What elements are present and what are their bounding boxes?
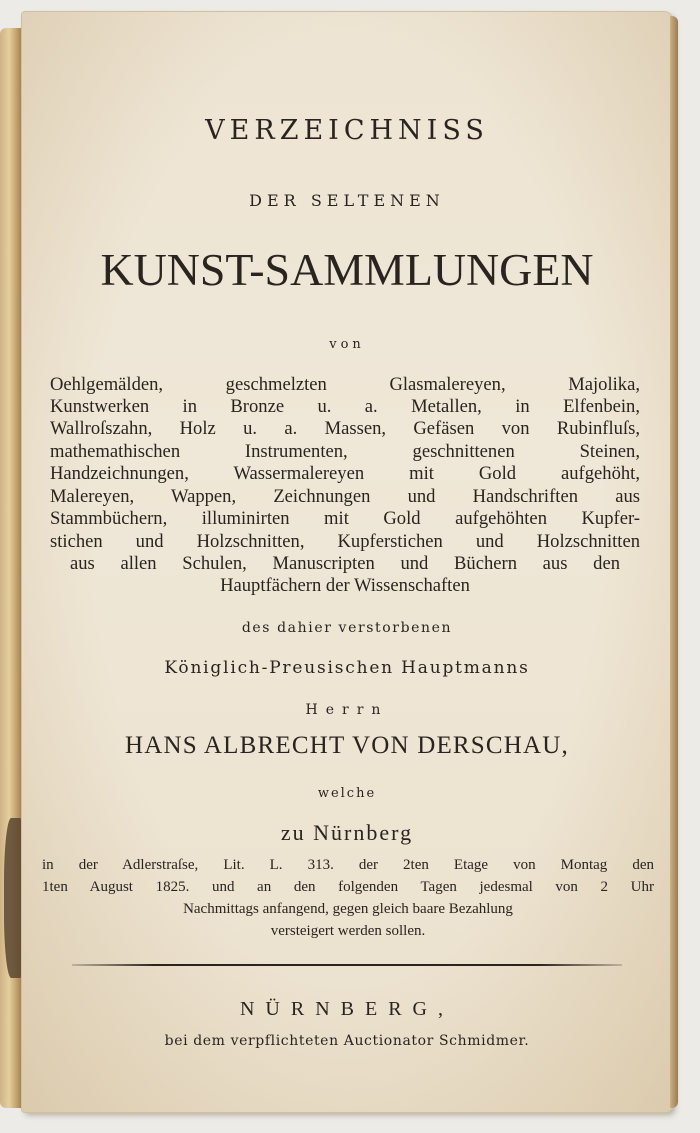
rank-line: Königlich-Preusischen Hauptmanns [164, 658, 530, 678]
description-line: Stammbüchern, illuminirten mit Gold aufgehöhten Kupfer- [50, 508, 640, 529]
description-line: aus allen Schulen, Manuscripten und Büchern aus den [70, 553, 620, 574]
binding-tear [4, 818, 22, 978]
collector-name: HANS ALBRECHT VON DERSCHAU, [124, 732, 570, 759]
main-title: KUNST-SAMMLUNGEN [100, 245, 594, 295]
place-line: NÜRNBERG, [239, 998, 454, 1020]
title-page [22, 12, 672, 1112]
description-line: Malereyen, Wappen, Zeichnungen und Handschriften aus [50, 486, 640, 507]
welche-line: welche [317, 786, 377, 801]
publisher-line: bei dem verpflichteten Auctionator Schmidmer. [164, 1033, 530, 1049]
description-line: Handzeichnungen, Wassermalereyen mit Gold aufgehöht, [50, 463, 640, 484]
description-line: Wallroſszahn, Holz u. a. Massen, Gefäsen von Rubinfluſs, [50, 418, 640, 439]
page-edge [670, 16, 678, 1108]
location-line: Nachmittags anfangend, gegen gleich baare Bezahlung [183, 901, 513, 917]
heading: VERZEICHNISS [205, 115, 489, 146]
subheading: DER SELTENEN [249, 191, 445, 210]
description-line: Oehlgemälden, geschmelzten Glasmalereyen, Majolika, [50, 374, 640, 395]
description-line: Kunstwerken in Bronze u. a. Metallen, in Elfenbein, [50, 396, 640, 417]
description-line: Hauptfächern der Wissenschaften [220, 575, 470, 596]
des-line: des dahier verstorbenen [241, 620, 453, 636]
location-line: in der Adlerstraſse, Lit. L. 313. der 2ten Etage von Montag den [42, 857, 654, 873]
herrn-line: Herrn [305, 702, 389, 718]
location-line: 1ten August 1825. und an den folgenden Tagen jedesmal von 2 Uhr [42, 879, 654, 895]
von-line: von [329, 337, 365, 352]
zu-nuernberg-line: zu Nürnberg [280, 820, 414, 845]
location-line: versteigert werden sollen. [270, 923, 426, 939]
divider-rule [72, 964, 622, 966]
description-line: stichen und Holzschnitten, Kupferstichen und Holzschnitten [50, 531, 640, 552]
description-line: mathemathischen Instrumenten, geschnittenen Steinen, [50, 441, 640, 462]
